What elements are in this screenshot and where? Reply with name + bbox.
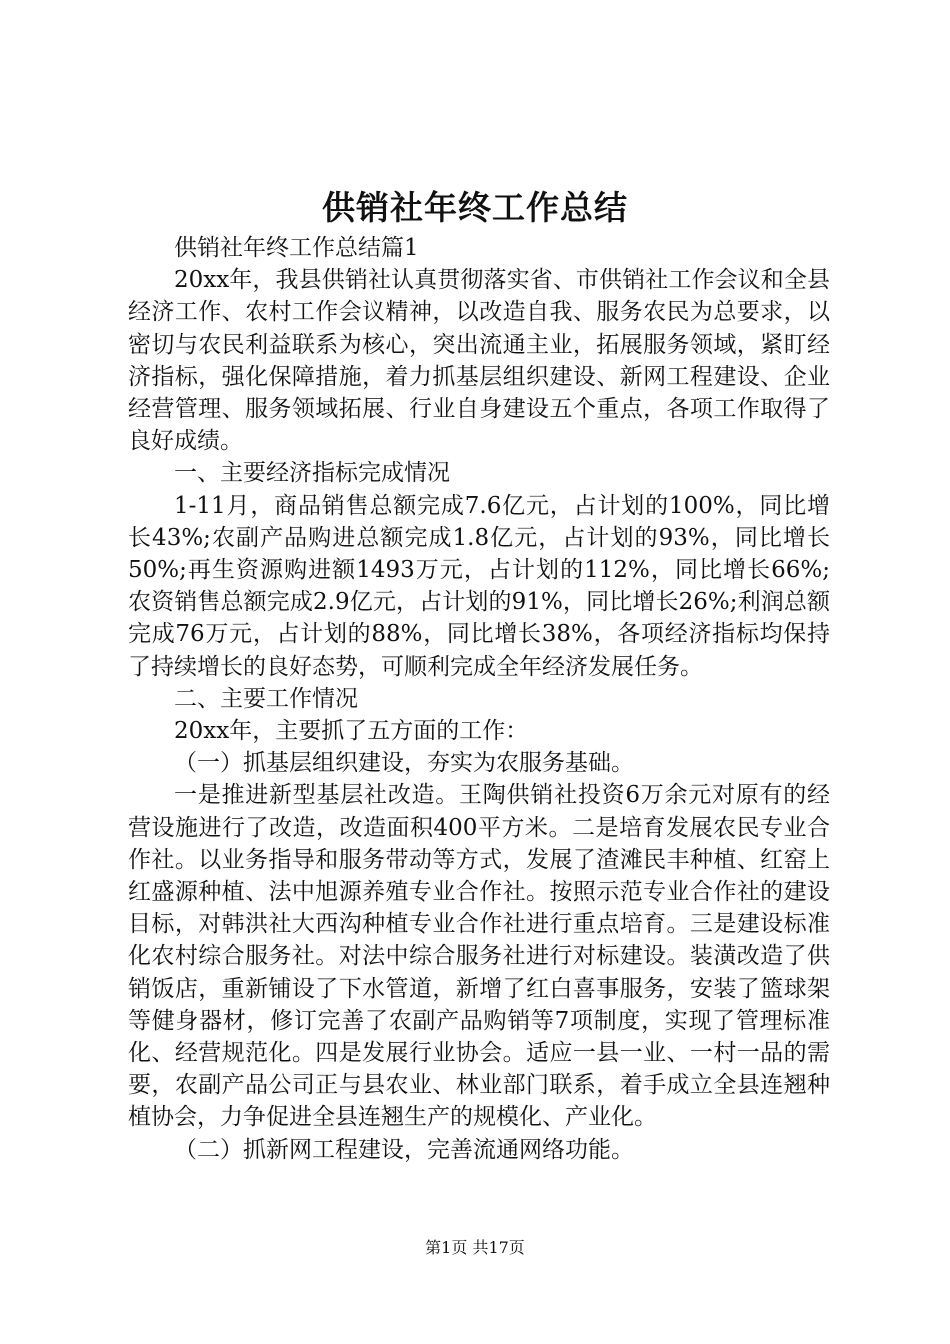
document-title: 供销社年终工作总结 [322, 188, 628, 227]
subsection-heading-grassroots: （一）抓基层组织建设，夯实为农服务基础。 [174, 750, 634, 777]
grassroots-paragraph: 一是推进新型基层社改造。王陶供销社投资6万余元对原有的经营设施进行了改造，改造面积400平方米。二是培育发展农民专业合作社。以业务指导和服务带动等方式，发展了渣滩民丰种植、红窑上红盛源种植、法中旭源养殖专业合作社。按照示范专业合作社的建设目标，对韩洪社大西沟种植专业合作社进行重点培育。三是建设标准化农村综合服务社。对法中综合服务社进行对标建设。装潢改造了供销饭店，重新铺设了下水管道，新增了红白喜事服务，安装了篮球架等健身器材，修订完善了农副产品购销等7项制度，实现了管理标准化、经营规范化。四是发展行业协会。适应一县一业、一村一品的需要，农副产品公司正与县农业、林业部门联系，着手成立全县连翘种植协会，力争促进全县连翘生产的规模化、产业化。 [128, 782, 830, 1131]
subsection-heading-new-network: （二）抓新网工程建设，完善流通网络功能。 [174, 1136, 634, 1163]
page-footer: 第1页 共17页 [425, 1238, 525, 1257]
section-heading-main-work: 二、主要工作情况 [174, 685, 358, 712]
section-heading-economic-indicators: 一、主要经济指标完成情况 [174, 460, 450, 487]
document-body [128, 232, 830, 1166]
intro-paragraph: 20xx年，我县供销社认真贯彻落实省、市供销社工作会议和全县经济工作、农村工作会议精神，以改造自我、服务农民为总要求，以密切与农民利益联系为核心，突出流通主业，拓展服务领域，紧盯经济指标，强化保障措施，着力抓基层组织建设、新网工程建设、企业经营管理、服务领域拓展、行业自身建设五个重点，各项工作取得了良好成绩。 [128, 267, 830, 455]
section-subtitle: 供销社年终工作总结篇1 [174, 235, 419, 261]
economic-indicators-paragraph: 1-11月，商品销售总额完成7.6亿元，占计划的100%，同比增长43%;农副产品购进总额完成1.8亿元，占计划的93%，同比增长50%;再生资源购进额1493万元，占计划的112%，同比增长66%;农资销售总额完成2.9亿元，占计划的91%，同比增长26%;利润总额完成76万元，占计划的88%，同比增长38%，各项经济指标均保持了持续增长的良好态势，可顺利完成全年经济发展任务。 [128, 492, 830, 680]
main-work-intro-paragraph: 20xx年，主要抓了五方面的工作： [174, 718, 529, 745]
